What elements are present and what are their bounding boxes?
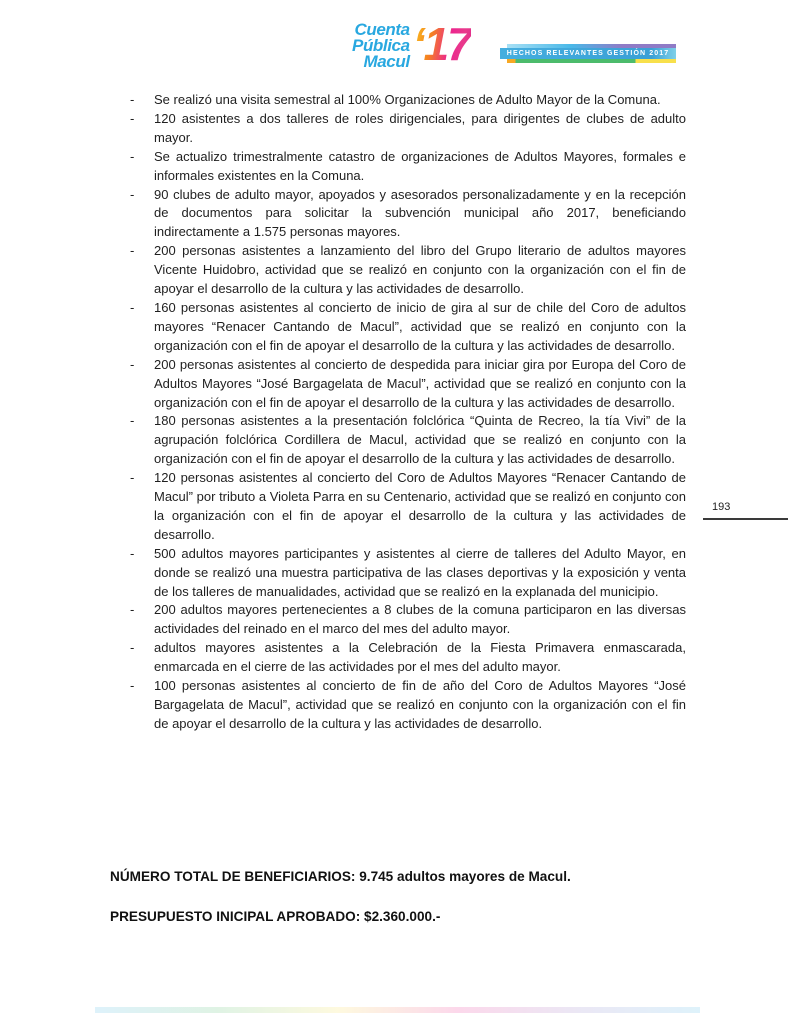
bullet-marker: -: [130, 110, 135, 126]
bullet-text: 500 adultos mayores participantes y asistentes al cierre de talleres del Adulto Mayor, en donde se realizó una muestra participativa de las clases deportivas y la exposición y venta de los talleres de manualidades, actividad que se realizó en la explanada del municipio.: [154, 545, 686, 599]
bullet-marker: -: [130, 243, 135, 259]
bullet-marker: -: [130, 299, 135, 315]
bullet-text: 180 personas asistentes a la presentación folclórica “Quinta de Recreo, la tía Vivi” de la agrupación folclórica Cordillera de Macul, actividad que se realizó en conjunto con la organización con el fin de apoyar el desarrollo de la cultura y las actividades de desarrollo.: [154, 413, 686, 467]
bullet-text: adultos mayores asistentes a la Celebración de la Fiesta Primavera enmascarada, enmarcada en el cierre de las actividades por el mes del adulto mayor.: [154, 640, 686, 675]
banner-main-band: [500, 48, 676, 59]
bullet-text: Se actualizo trimestralmente catastro de organizaciones de Adultos Mayores, formales e informales existentes en la Comuna.: [154, 148, 686, 183]
bullet-text: 200 personas asistentes al concierto de despedida para iniciar gira por Europa del Coro de Adultos Mayores “José Bargagelata de Macul”, actividad que se realizó en conjunto con la organización con el fin de apoyar el desarrollo de la cultura y las actividades de desarrollo.: [154, 356, 686, 410]
bullet-text: 100 personas asistentes al concierto de fin de año del Coro de Adultos Mayores “José Bargagelata de Macul”, actividad que se realizó en conjunto con la organización con el fin de apoyar el desarrollo de la cultura y las actividades de desarrollo.: [154, 678, 686, 731]
bullet-text: 200 adultos mayores pertenecientes a 8 clubes de la comuna participaron en las diversas actividades del reinado en el marco del mes del adulto mayor.: [154, 602, 686, 637]
bullet-item: [130, 639, 686, 677]
bullet-marker: -: [130, 678, 135, 694]
bullet-marker: -: [130, 413, 135, 429]
bullet-marker: -: [130, 640, 135, 656]
bullet-item: [130, 601, 686, 639]
header-logo: [352, 19, 471, 70]
bullet-text: 160 personas asistentes al concierto de inicio de gira al sur de chile del Coro de adultos mayores “Renacer Cantando de Macul”, actividad que se realizó en conjunto con la organización con el fin de apoyar el desarrollo de la cultura y las actividades de desarrollo.: [154, 299, 686, 353]
banner-bottom-stripe: [507, 59, 676, 63]
footer-color-stripe: [95, 1007, 700, 1013]
bullet-item: [130, 677, 686, 734]
bullet-text: 120 personas asistentes al concierto del Coro de Adultos Mayores “Renacer Cantando de Macul” por tributo a Violeta Parra en su Centenario, actividad que se realizó en conjunto con la organización con el fin de apoyar el desarrollo de la cultura y las actividades de desarrollo.: [154, 470, 686, 542]
logo-word-publica: Pública: [352, 36, 410, 55]
total-budget: PRESUPUESTO INICIPAL APROBADO: $2.360.000.-: [110, 909, 441, 924]
bullet-text: 200 personas asistentes a lanzamiento del libro del Grupo literario de adultos mayores Vicente Huidobro, actividad que se realizó en conjunto con la organización con el fin de apoyar el desarrollo de la cultura y las actividades de desarrollo.: [154, 243, 686, 297]
bullet-item: [130, 356, 686, 413]
bullet-marker: -: [130, 602, 135, 618]
logo-year-17: ‘17: [412, 18, 471, 70]
bullet-text: 90 clubes de adulto mayor, apoyados y asesorados personalizadamente y en la recepción de documentos para solicitar la subvención municipal año 2017, beneficiando indirectamente a 1.575 personas mayores.: [154, 186, 686, 240]
bullet-marker: -: [130, 356, 135, 372]
page-number-rule: [703, 497, 788, 520]
bullet-item: [130, 91, 686, 110]
total-beneficiaries: NÚMERO TOTAL DE BENEFICIARIOS: 9.745 adultos mayores de Macul.: [110, 869, 571, 884]
bullet-item: [130, 148, 686, 186]
header-banner: [500, 44, 676, 63]
logo-wordmark: [352, 19, 410, 70]
bullet-marker: -: [130, 148, 135, 164]
bullet-text: Se realizó una visita semestral al 100% Organizaciones de Adulto Mayor de la Comuna.: [154, 92, 661, 107]
bullet-item: [130, 412, 686, 469]
bullet-item: [130, 469, 686, 545]
page-number: 193: [712, 501, 731, 513]
bullet-marker: -: [130, 470, 135, 486]
bullet-item: [130, 110, 686, 148]
bullet-marker: -: [130, 186, 135, 202]
bullet-text: 120 asistentes a dos talleres de roles dirigenciales, para dirigentes de clubes de adulto mayor.: [154, 110, 686, 145]
bullet-item: [130, 299, 686, 356]
bullet-item: [130, 242, 686, 299]
bullet-marker: -: [130, 545, 135, 561]
bullet-list: [130, 91, 686, 734]
logo-word-cuenta: Cuenta: [354, 20, 410, 39]
bullet-marker: -: [130, 92, 135, 107]
logo-word-macul: Macul: [363, 52, 410, 71]
bullet-item: [130, 186, 686, 243]
bullet-item: [130, 545, 686, 602]
banner-label: HECHOS RELEVANTES GESTIÓN 2017: [506, 50, 670, 57]
